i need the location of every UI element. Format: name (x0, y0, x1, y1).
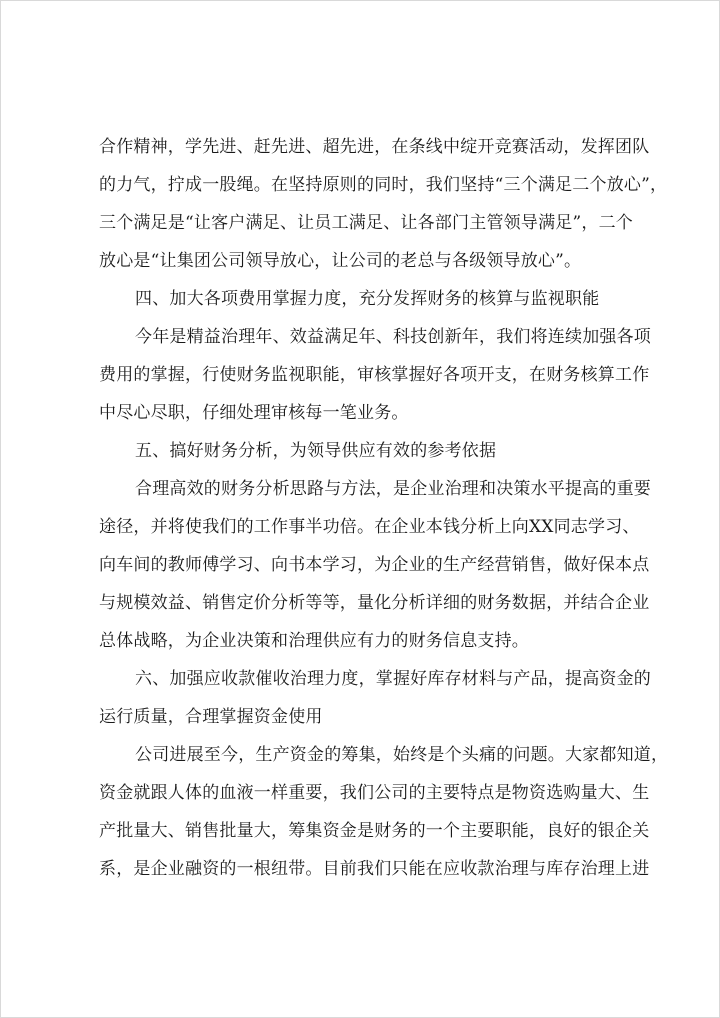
text-line: 的力气，拧成一股绳。在坚持原则的同时，我们坚持“三个满足二个放心”， (99, 175, 668, 195)
text-line: 总体战略，为企业决策和治理供应有力的财务信息支持。 (99, 631, 529, 651)
text-line: 向车间的教师傅学习、向书本学习，为企业的生产经营销售，做好保本点 (99, 555, 650, 575)
text-line: 与规模效益、销售定价分析等等，量化分析详细的财务数据，并结合企业 (99, 593, 650, 613)
text-line: 六、加强应收款催收治理力度，掌握好库存材料与产品，提高资金的 (135, 669, 651, 689)
text-line: 合作精神，学先进、赶先进、超先进，在条线中绽开竞赛活动，发挥团队 (99, 137, 650, 157)
text-line: 四、加大各项费用掌握力度，充分发挥财务的核算与监视职能 (135, 289, 600, 309)
text-line: 放心是“让集团公司领导放心，让公司的老总与各级领导放心”。 (99, 251, 582, 271)
text-line: 运行质量，合理掌握资金使用 (99, 707, 323, 727)
text-line: 产批量大、销售批量大，筹集资金是财务的一个主要职能，良好的银企关 (99, 821, 650, 841)
text-line: 费用的掌握，行使财务监视职能，审核掌握好各项开支，在财务核算工作 (99, 365, 650, 385)
text-line: 途径，并将使我们的工作事半功倍。在企业本钱分析上向XX同志学习、 (99, 517, 640, 537)
text-line: 资金就跟人体的血液一样重要，我们公司的主要特点是物资选购量大、生 (99, 783, 650, 803)
document-body (99, 128, 669, 888)
text-line: 五、搞好财务分析，为领导供应有效的参考依据 (135, 441, 497, 461)
text-line: 今年是精益治理年、效益满足年、科技创新年，我们将连续加强各项 (135, 327, 651, 347)
text-line: 中尽心尽职，仔细处理审核每一笔业务。 (99, 403, 409, 423)
text-line: 系，是企业融资的一根纽带。目前我们只能在应收款治理与库存治理上进 (99, 859, 650, 879)
text-line: 公司进展至今，生产资金的筹集，始终是个头痛的问题。大家都知道， (135, 745, 669, 765)
text-line: 三个满足是“让客户满足、让员工满足、让各部门主管领导满足”，二个 (99, 213, 633, 233)
text-line: 合理高效的财务分析思路与方法，是企业治理和决策水平提高的重要 (135, 479, 651, 499)
